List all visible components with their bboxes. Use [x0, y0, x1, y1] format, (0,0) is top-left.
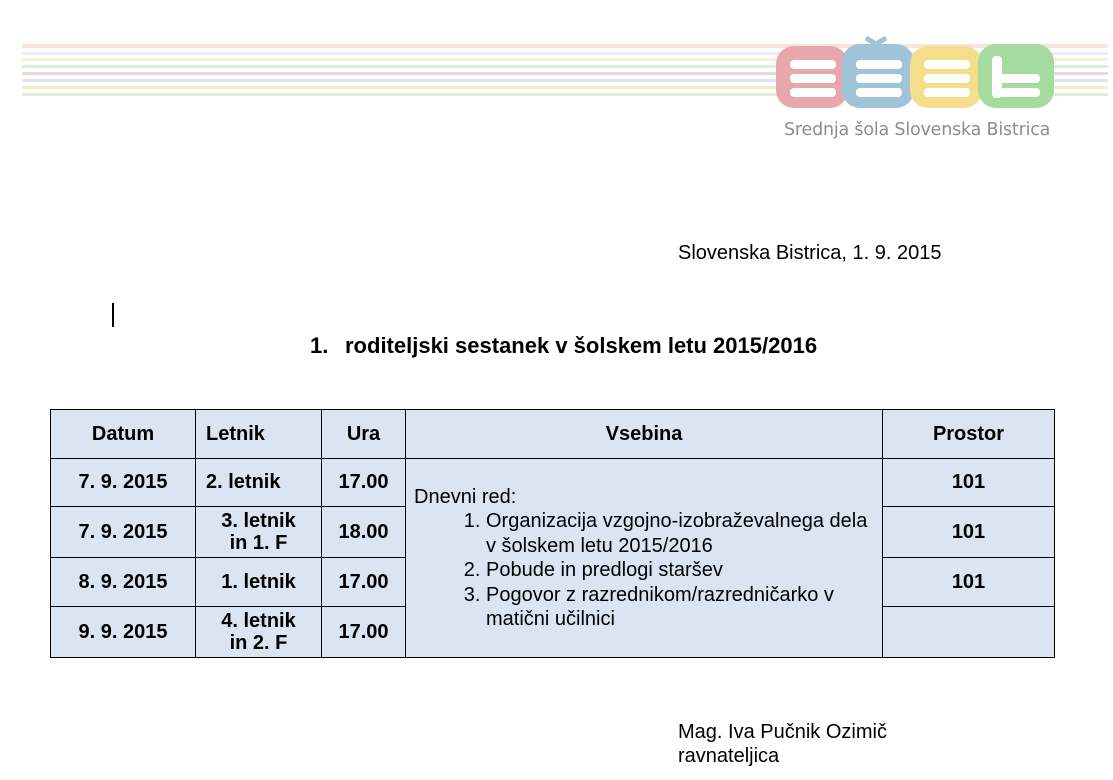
header-vsebina: Vsebina: [406, 410, 883, 459]
cell-content: [406, 459, 883, 658]
agenda-item: 3. Pogovor z razrednikom/razredničarko v matični učilnici: [486, 583, 874, 632]
cell-year: [196, 607, 322, 658]
agenda-heading: Dnevni red:: [414, 485, 517, 508]
title-number: 1.: [310, 333, 329, 358]
signature-name: Mag. Iva Pučnik Ozimič: [678, 721, 887, 743]
year-line-2: in 1. F: [229, 532, 288, 554]
cell-room: 101: [883, 558, 1055, 607]
header-datum: Datum: [51, 410, 196, 459]
cell-time: 18.00: [322, 507, 406, 558]
cell-time: 17.00: [322, 558, 406, 607]
school-logo: [772, 36, 1057, 116]
cell-date: 7. 9. 2015: [51, 507, 196, 558]
year-line-1: 3. letnik: [221, 510, 296, 532]
header-ura: Ura: [322, 410, 406, 459]
year-line-2: in 2. F: [229, 632, 288, 654]
year-line-1: 4. letnik: [221, 610, 296, 632]
signature-block: [678, 720, 887, 768]
cell-room: [883, 607, 1055, 658]
cell-year: [196, 459, 322, 507]
place-and-date: Slovenska Bistrica, 1. 9. 2015: [678, 242, 942, 264]
agenda-list: [414, 509, 874, 632]
cell-date: 9. 9. 2015: [51, 607, 196, 658]
meeting-schedule-table: [50, 409, 1055, 658]
cell-room: 101: [883, 507, 1055, 558]
cell-time: 17.00: [322, 459, 406, 507]
cell-time: 17.00: [322, 607, 406, 658]
cell-year: [196, 558, 322, 607]
header-letnik: Letnik: [196, 410, 322, 459]
agenda-item: 2. Pobude in predlogi staršev: [486, 558, 874, 583]
school-name: Srednja šola Slovenska Bistrica: [784, 120, 1051, 140]
header-prostor: Prostor: [883, 410, 1055, 459]
cell-date: 8. 9. 2015: [51, 558, 196, 607]
title-text: roditeljski sestanek v šolskem letu 2015/2016: [345, 333, 818, 358]
year-line-1: 1. letnik: [221, 570, 296, 593]
table-row: [51, 459, 1055, 507]
signature-role: ravnateljica: [678, 745, 780, 767]
text-cursor: [112, 303, 114, 327]
agenda-item: 1. Organizacija vzgojno-izobraževalnega dela v šolskem letu 2015/2016: [486, 509, 874, 558]
document-title: [310, 333, 817, 359]
cell-date: 7. 9. 2015: [51, 459, 196, 507]
year-line-1: 2. letnik: [206, 471, 281, 493]
cell-room: 101: [883, 459, 1055, 507]
table-header-row: [51, 410, 1055, 459]
cell-year: [196, 507, 322, 558]
